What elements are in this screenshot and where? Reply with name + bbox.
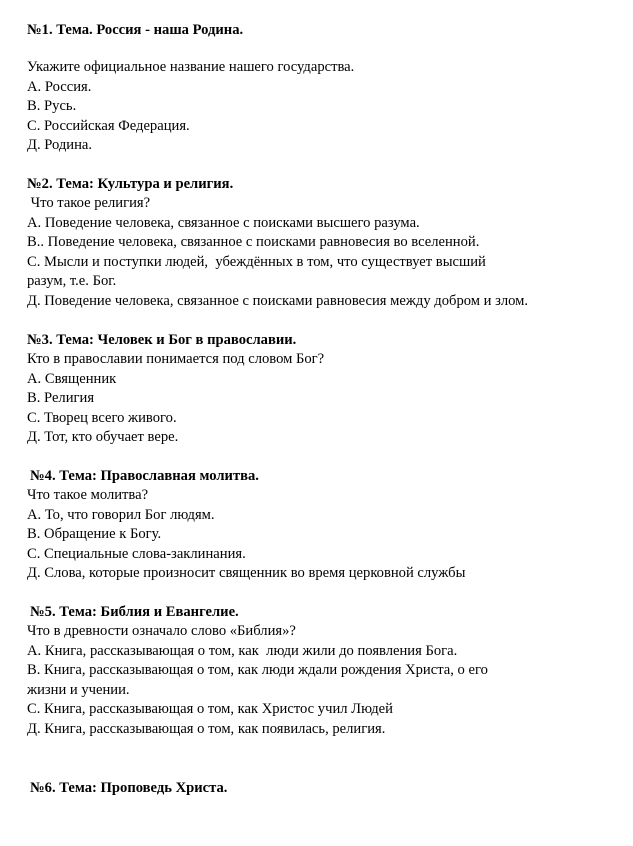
section-4-question: Что такое молитва? [27, 487, 149, 503]
section-3-answer-c: С. Творец всего живого. [27, 410, 177, 426]
section-1-answer-c: С. Российская Федерация. [27, 118, 190, 134]
section-1-answer-b: В. Русь. [27, 98, 77, 114]
section-6-heading: №6. Тема: Проповедь Христа. [30, 780, 228, 796]
section-2-question: Что такое религия? [27, 195, 151, 211]
section-5-heading: №5. Тема: Библия и Евангелие. [30, 604, 239, 620]
section-4-answer-b: В. Обращение к Богу. [27, 526, 162, 542]
section-3-question: Кто в православии понимается под словом Бог? [27, 351, 325, 367]
section-4-heading: №4. Тема: Православная молитва. [30, 468, 259, 484]
section-1-answer-d: Д. Родина. [27, 137, 93, 153]
section-1-question: Укажите официальное название нашего государства. [27, 59, 355, 75]
section-3-answer-b: В. Религия [27, 390, 95, 406]
section-1-heading: №1. Тема. Россия - наша Родина. [27, 22, 244, 38]
section-4-answer-c: С. Специальные слова-заклинания. [27, 546, 246, 562]
section-2-answer-c-cont: разум, т.е. Бог. [27, 273, 117, 289]
section-5-question: Что в древности означало слово «Библия»? [27, 623, 296, 639]
section-2-answer-c: С. Мысли и поступки людей, убеждённых в том, что существует высший [27, 254, 486, 270]
section-5-answer-b-cont: жизни и учении. [27, 682, 130, 698]
section-2-heading: №2. Тема: Культура и религия. [27, 176, 234, 192]
section-3-answer-d: Д. Тот, кто обучает вере. [27, 429, 179, 445]
section-4-answer-d: Д. Слова, которые произносит священник во время церковной службы [27, 565, 466, 581]
section-1-answer-a: А. Россия. [27, 79, 92, 95]
section-5-answer-a: А. Книга, рассказывающая о том, как люди жили до появления Бога. [27, 643, 458, 659]
section-3-answer-a: А. Священник [27, 371, 117, 387]
section-4-answer-a: А. То, что говорил Бог людям. [27, 507, 215, 523]
section-5-answer-d: Д. Книга, рассказывающая о том, как появилась, религия. [27, 721, 386, 737]
section-3-heading: №3. Тема: Человек и Бог в православии. [27, 332, 297, 348]
section-2-answer-d: Д. Поведение человека, связанное с поисками равновесия между добром и злом. [27, 293, 529, 309]
section-2-answer-a: А. Поведение человека, связанное с поисками высшего разума. [27, 215, 420, 231]
section-5-answer-c: С. Книга, рассказывающая о том, как Христос учил Людей [27, 701, 393, 717]
section-2-answer-b: В.. Поведение человека, связанное с поисками равновесия во вселенной. [27, 234, 480, 250]
section-5-answer-b: В. Книга, рассказывающая о том, как люди ждали рождения Христа, о его [27, 662, 488, 678]
